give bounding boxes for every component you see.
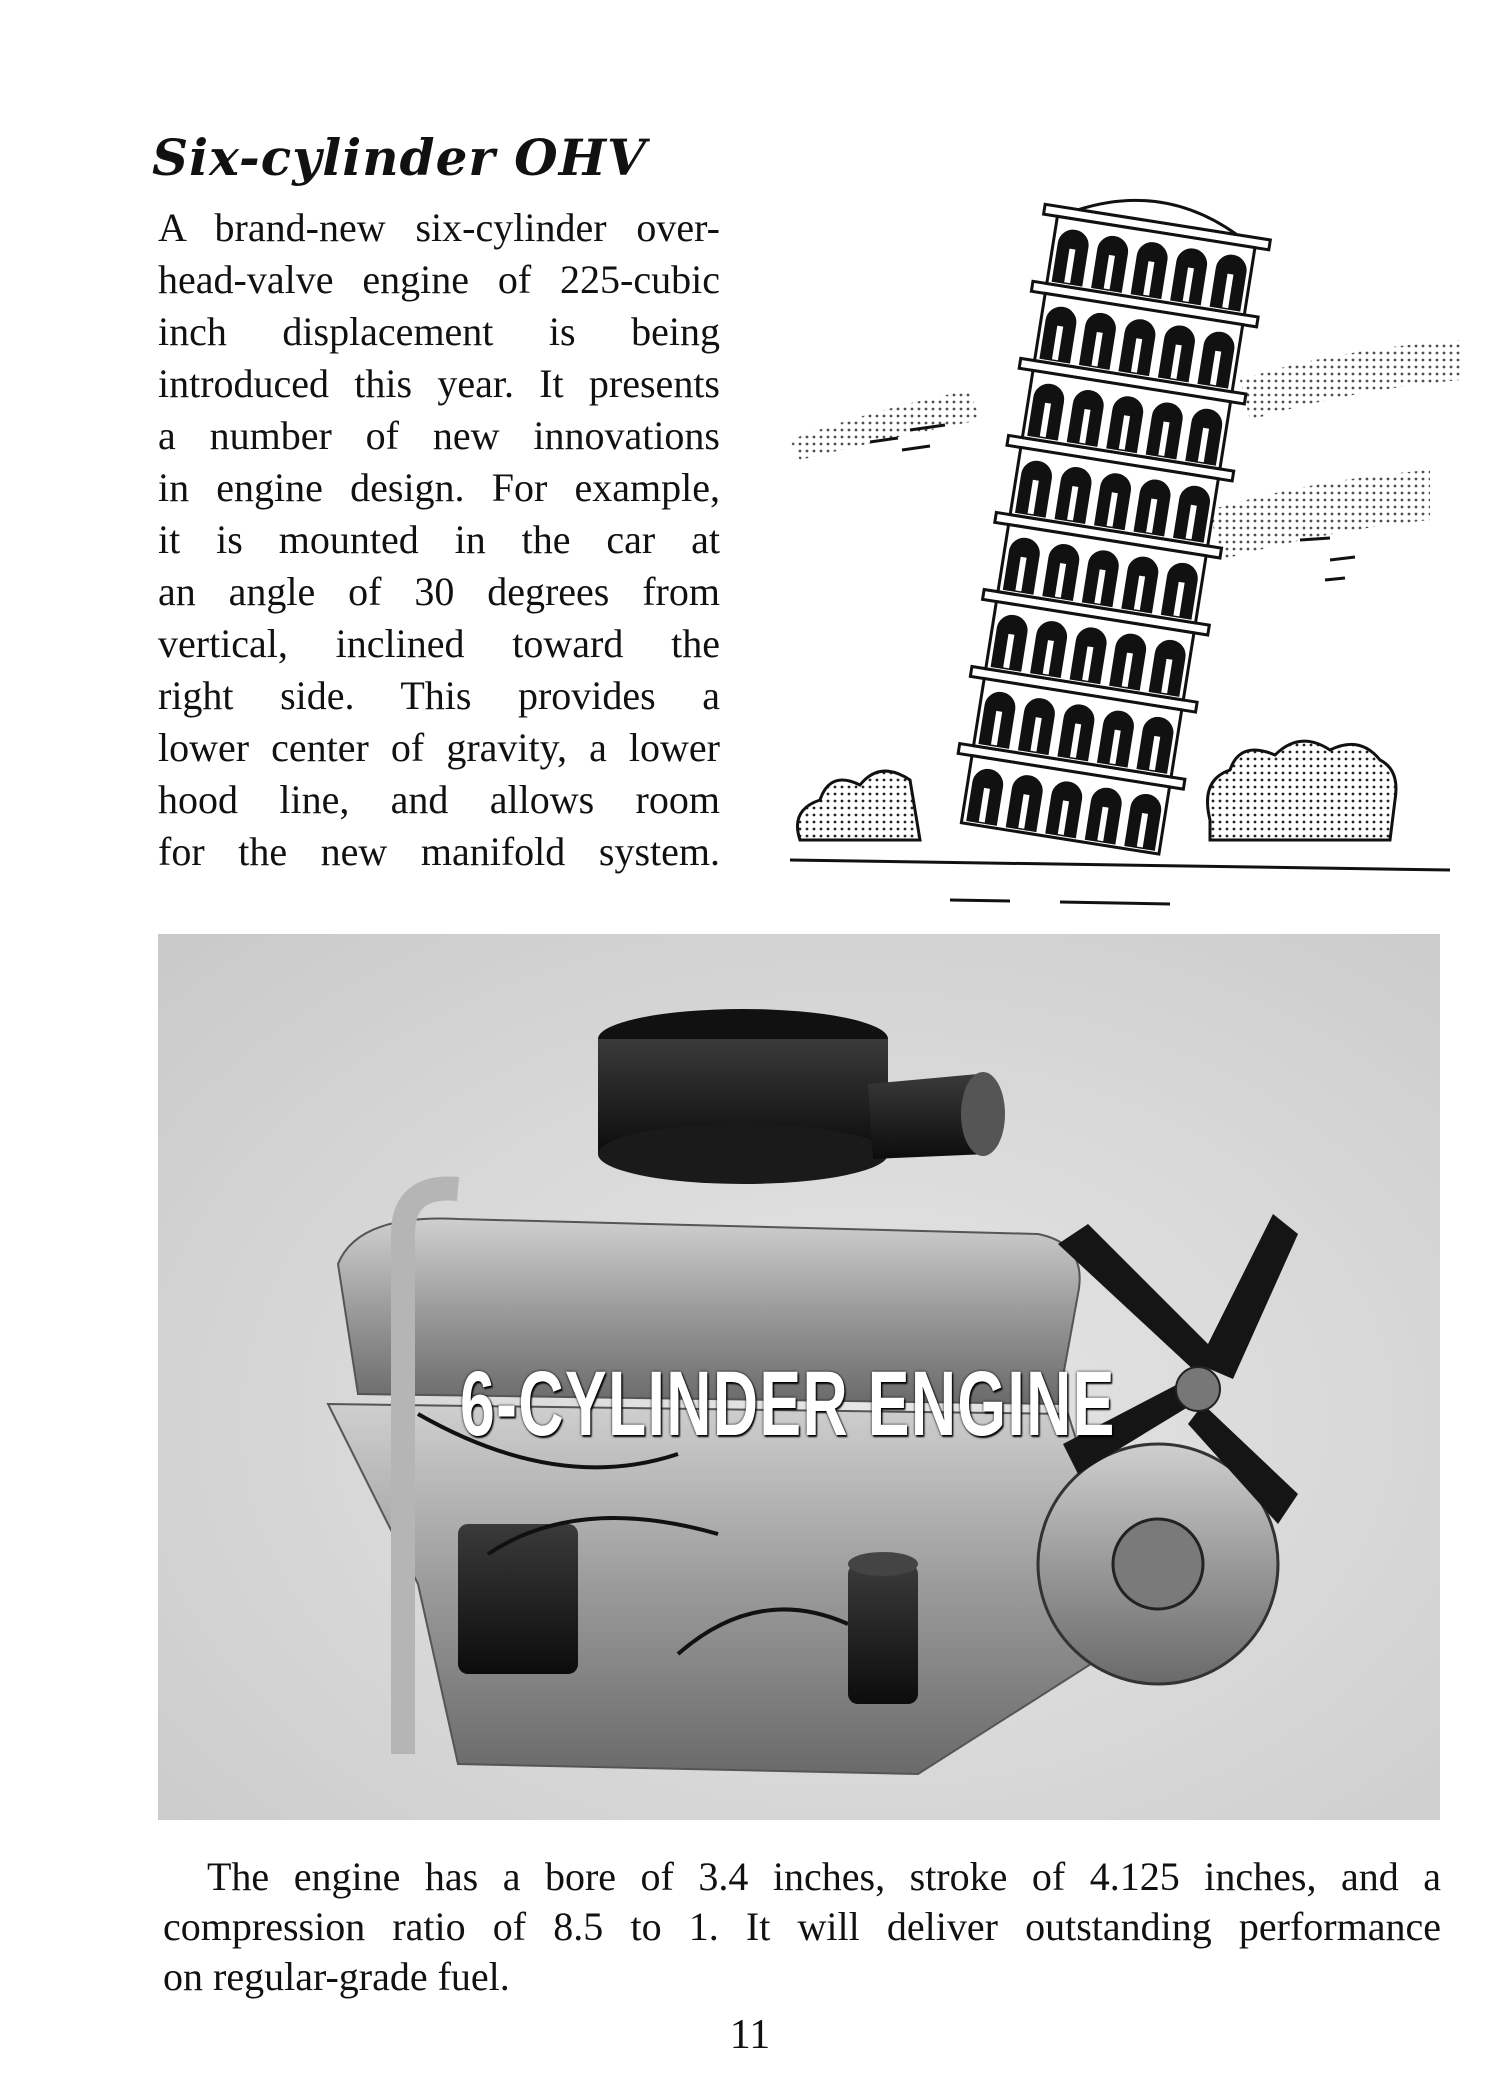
intro-line: in engine design. For example, — [158, 465, 720, 510]
section-heading: Six-cylinder OHV — [152, 128, 647, 187]
specs-line: on regular-grade fuel. — [163, 1954, 510, 1999]
intro-line: A brand-new six-cylinder over- — [158, 205, 720, 250]
intro-line: inch displacement is being — [158, 309, 720, 354]
leaning-tower-illustration — [770, 120, 1470, 920]
engine-label: 6-CYLINDER ENGINE — [460, 1353, 1116, 1455]
intro-line: introduced this year. It presents — [158, 361, 720, 406]
intro-line: vertical, inclined toward the — [158, 621, 720, 666]
specs-paragraph — [163, 1852, 1441, 2002]
specs-line: compression ratio of 8.5 to 1. It will deliver outstanding performance — [163, 1904, 1441, 1949]
intro-line: head-valve engine of 225-cubic — [158, 257, 720, 302]
ground-lines — [790, 860, 1450, 904]
intro-line: right side. This provides a — [158, 673, 720, 718]
intro-line: a number of new innovations — [158, 413, 720, 458]
engine-photograph — [158, 934, 1440, 1820]
intro-line: hood line, and allows room — [158, 777, 720, 822]
specs-line: The engine has a bore of 3.4 inches, stroke of 4.125 inches, and a — [207, 1854, 1441, 1899]
intro-paragraph — [158, 202, 720, 878]
intro-line: an angle of 30 degrees from — [158, 569, 720, 614]
intro-line: lower center of gravity, a lower — [158, 725, 720, 770]
intro-line: it is mounted in the car at — [158, 517, 720, 562]
page-number: 11 — [729, 2012, 771, 2058]
intro-line: for the new manifold system. — [158, 829, 720, 874]
